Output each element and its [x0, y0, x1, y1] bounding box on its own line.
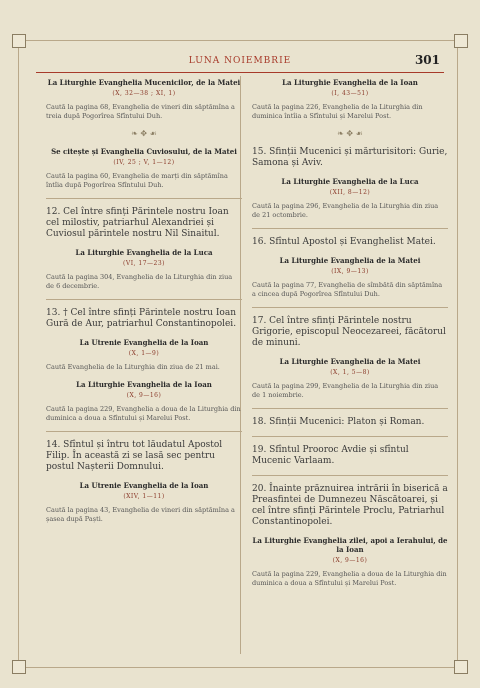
- day-entry: 17. Cel între sfinți Părintele nostru Grigorie, episcopul Neocezareei, făcătorul de minuni.: [252, 316, 446, 348]
- ornament-divider: ❧ ✥ ☙: [131, 129, 157, 138]
- scripture-ref: (X, 9—16): [126, 392, 162, 399]
- section-title: La Liturghie Evanghelia de la Matei: [279, 256, 421, 265]
- body-text: Caută la pagina 226, Evanghelia de la Liturghia din duminica întîia a Sfîntului și Marelui Post.: [252, 103, 423, 120]
- scripture-ref: (XIV, 1—11): [123, 493, 165, 500]
- day-entry: 18. Sfinții Mucenici: Platon și Roman.: [252, 417, 425, 427]
- scripture-ref: (X, 9—16): [332, 557, 368, 564]
- section-title: La Liturghie Evanghelia de la Ioan: [282, 78, 418, 87]
- section-title: La Liturghie Evanghelia de la Ioan: [76, 380, 212, 389]
- right-column: [252, 78, 448, 596]
- body-text: Caută la pagina 229, Evanghelia a doua de la Liturghia din duminica a doua a Sfîntului și Marelui Post.: [252, 570, 447, 587]
- day-entry: 13. † Cel între sfinți Părintele nostru Ioan Gură de Aur, patriarhul Constantinopolei.: [46, 308, 237, 329]
- body-text: Caută la pagina 304, Evanghelia de la Liturghia din ziua de 6 decembrie.: [46, 273, 233, 290]
- section-title: La Liturghie Evanghelia zilei, apoi a Ierahului, de la Ioan: [252, 536, 448, 554]
- day-entry: 19. Sfîntul Prooroc Avdie și sfîntul Mucenic Varlaam.: [252, 445, 409, 466]
- day-entry: 15. Sfinții Mucenici și mărturisitori: Gurie, Samona și Aviv.: [252, 147, 448, 168]
- ornament-divider: ❧ ✥ ☙: [337, 129, 363, 138]
- day-entry: 20. Înainte prăznuirea intrării în biserică a Preasfintei de Dumnezeu Născătoarei, și cel între sfinți Părintele Proclu, Patriarhul Constantinopolei.: [252, 484, 448, 527]
- corner-ornament: [12, 34, 26, 48]
- section-title: Se citește și Evanghelia Cuviosului, de la Matei: [51, 147, 237, 156]
- body-text: Caută la pagina 68, Evanghelia de vineri din săptămîna a treia după Pogorîrea Sfîntului Duh.: [46, 103, 235, 120]
- left-column: [46, 78, 242, 532]
- day-entry: 14. Sfîntul și întru tot lăudatul Apostol Filip. În această zi se lasă sec pentru postul Nașterii Domnului.: [46, 440, 223, 472]
- separator-rule: [252, 228, 448, 229]
- section-title: La Liturghie Evanghelia Mucenicilor, de la Matei: [47, 78, 241, 87]
- separator-rule: [252, 436, 448, 437]
- body-text: Caută la pagina 60, Evanghelia de marți din săptămîna întîia după Pogorîrea Sfîntului Duh.: [46, 172, 228, 189]
- scripture-ref: (I, 43—51): [331, 90, 369, 97]
- body-text: Caută la pagina 43, Evanghelia de vineri din săptămîna a șasea după Paști.: [46, 506, 235, 523]
- header-title: LUNA NOIEMBRIE: [188, 56, 292, 66]
- scripture-ref: (X, 32—38 ; XI, 1): [112, 90, 176, 97]
- page-number: 301: [414, 53, 440, 67]
- day-entry: 12. Cel între sfinți Părintele nostru Ioan cel milostiv, patriarhul Alexandriei și Cuviosul părintele nostru Nil Sinaitul.: [46, 207, 229, 239]
- separator-rule: [252, 475, 448, 476]
- corner-ornament: [454, 660, 468, 674]
- section-title: La Liturghie Evanghelia de la Matei: [279, 357, 421, 366]
- scripture-ref: (XII, 8—12): [329, 189, 371, 196]
- body-text: Caută la pagina 77, Evanghelia de sîmbătă din săptămîna a cincea după Pogorîrea Sfîntului Duh.: [252, 281, 443, 298]
- section-title: La Utrenie Evanghelia de la Ioan: [79, 338, 209, 347]
- page-header: [34, 53, 446, 72]
- scripture-ref: (VI, 17—23): [123, 260, 165, 267]
- body-text: Caută Evanghelia de la Liturghia din ziua de 21 mai.: [46, 363, 220, 371]
- section-title: La Liturghie Evanghelia de la Luca: [281, 177, 419, 186]
- body-text: Caută la pagina 229, Evanghelia a doua de la Liturghia din duminica a doua a Sfîntului și Marelui Post.: [46, 405, 241, 422]
- body-text: Caută la pagina 299, Evanghelia de la Liturghia din ziua de 1 noiembrie.: [252, 382, 439, 399]
- day-entry: 16. Sfîntul Apostol și Evanghelist Matei.: [252, 237, 436, 247]
- separator-rule: [252, 307, 448, 308]
- separator-rule: [252, 408, 448, 409]
- separator-rule: [46, 198, 242, 199]
- scripture-ref: (IX, 9—13): [331, 268, 369, 275]
- body-text: Caută la pagina 296, Evanghelia de la Liturghia din ziua de 21 octombrie.: [252, 202, 439, 219]
- scripture-ref: (X, 1—9): [128, 350, 160, 357]
- corner-ornament: [454, 34, 468, 48]
- scripture-ref: (X, 1, 5—8): [330, 369, 370, 376]
- separator-rule: [46, 431, 242, 432]
- scripture-ref: (IV, 25 ; V, 1—12): [113, 159, 175, 166]
- header-rule: [36, 72, 444, 73]
- section-title: La Liturghie Evanghelia de la Luca: [75, 248, 213, 257]
- corner-ornament: [12, 660, 26, 674]
- section-title: La Utrenie Evanghelia de la Ioan: [79, 481, 209, 490]
- separator-rule: [46, 299, 242, 300]
